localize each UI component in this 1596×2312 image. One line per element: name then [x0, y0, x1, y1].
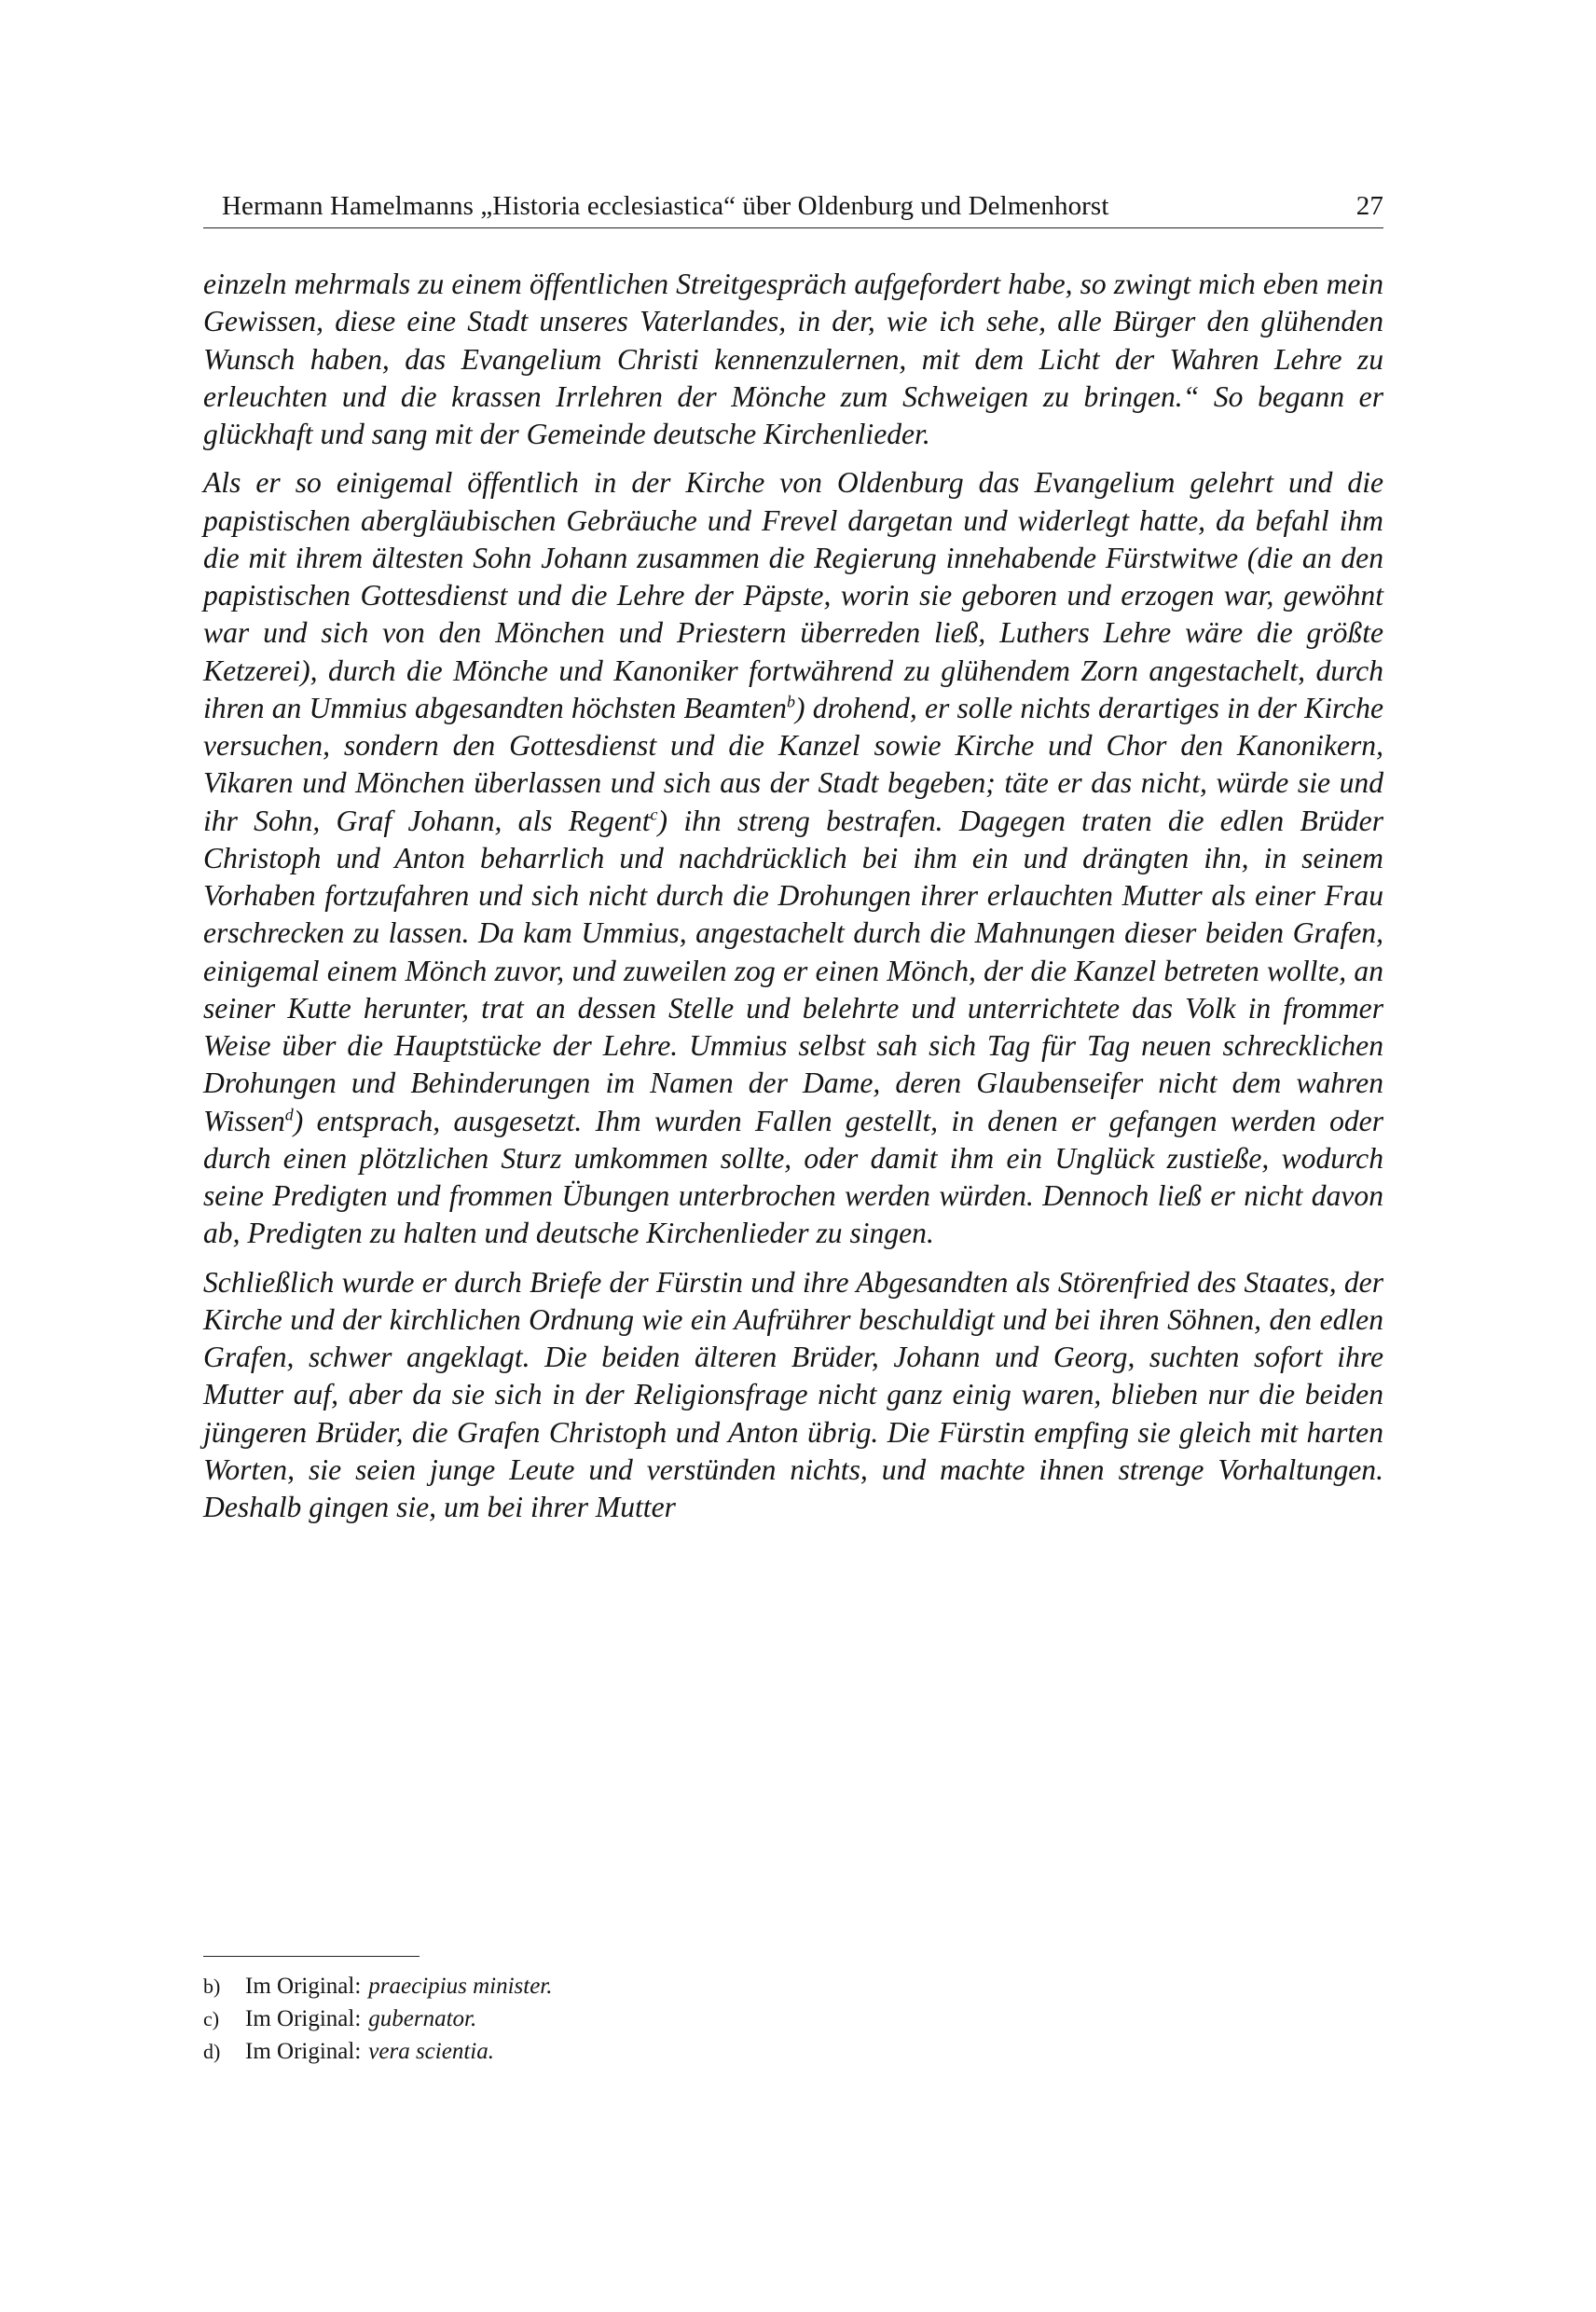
footnote-reference-c[interactable]: c [650, 804, 658, 823]
footnote-mark: c) [203, 2007, 220, 2030]
footnote-c [203, 2002, 1383, 2035]
footnote-b [203, 1970, 1383, 2002]
footnote-text: gubernator. [368, 2006, 477, 2031]
paragraph-1-text: einzeln mehrmals zu einem öffentlichen Streitgespräch aufgefordert habe, so zwingt mich eben mein Gewissen, diese eine Stadt unseres Vaterlandes, in der, wie ich sehe, alle Bürger den glühenden Wunsch haben, das Evangelium Christi kennenzulernen, mit dem Licht der Wahren Lehre zu erleuchten und die krassen Irrlehren der Mönche zum Schweigen zu bringen.“ So begann er glückhaft und sang mit der Gemeinde deutsche Kirchenlieder. [203, 268, 1383, 450]
footnote-text: vera scientia. [368, 2039, 494, 2064]
footnote-d [203, 2035, 1383, 2068]
page-number: 27 [1355, 191, 1383, 221]
footnote-reference-b[interactable]: b [786, 692, 795, 711]
paragraph-2-text-part-4: ) entsprach, ausgesetzt. Ihm wurden Fallen gestellt, in denen er gefangen werden oder durch einen plötzlichen Sturz umkommen sollte, oder damit ihm ein Unglück zustieße, wodurch seine Predigten und frommen Übungen unterbrochen werden würden. Dennoch ließ er nicht davon ab, Predigten zu halten und deutsche Kirchenlieder zu singen. [203, 1104, 1383, 1250]
footnote-divider [203, 1956, 420, 1957]
paragraph-2-text-part-2: ) drohend, er solle nichts derartiges in der Kirche versuchen, sondern den Gottesdienst und die Kanzel sowie Kirche und Chor den Kanonikern, Vikaren und Mönchen überlassen und sich aus der Stadt begeben; täte er das nicht, würde sie und ihr Sohn, Graf Johann, als Regent [203, 691, 1383, 837]
footnote-label: Im Original: [245, 1974, 362, 1999]
footnote-text: praecipius minister. [368, 1974, 553, 1999]
page-header [203, 185, 1383, 228]
paragraph-2-text-part-1: Als er so einigemal öffentlich in der Kirche von Oldenburg das Evangelium gelehrt und die papistischen abergläubischen Gebräuche und Frevel dargetan und widerlegt hatte, da befahl ihm die mit ihrem ältesten Sohn Johann zusammen die Regierung innehabende Fürstwitwe (die an den papistischen Gottesdienst und die Lehre der Päpste, worin sie geboren und erzogen war, gewöhnt war und sich von den Mönchen und Priestern überreden ließ, Luthers Lehre wäre die größte Ketzerei), durch die Mönche und Kanoniker fortwährend zu glühendem Zorn angestachelt, durch ihren an Ummius abgesandten höchsten Beamten [203, 466, 1383, 724]
running-title: Hermann Hamelmanns „Historia ecclesiastica“ über Oldenburg und Delmenhorst [222, 191, 1109, 221]
body-text [203, 266, 1383, 1526]
footnote-label: Im Original: [245, 2006, 362, 2031]
footnote-label: Im Original: [245, 2039, 362, 2064]
paragraph-1 [203, 266, 1383, 453]
footnote-mark: b) [203, 1975, 221, 1998]
footnote-reference-d[interactable]: d [284, 1104, 294, 1123]
footnote-mark: d) [203, 2040, 221, 2063]
paragraph-2 [203, 464, 1383, 1252]
paragraph-3 [203, 1264, 1383, 1527]
paragraph-2-text-part-3: ) ihn streng bestrafen. Dagegen traten die edlen Brüder Christoph und Anton beharrlich und nachdrücklich bei ihm ein und drängten ihn, in seinem Vorhaben fortzufahren und sich nicht durch die Drohungen ihrer erlauchten Mutter als einer Frau erschrecken zu lassen. Da kam Ummius, angestachelt durch die Mahnungen dieser beiden Grafen, einigemal einem Mönch zuvor, und zuweilen zog er einen Mönch, der die Kanzel betreten wollte, an seiner Kutte herunter, trat an dessen Stelle und belehrte und unterrichtete das Volk in frommer Weise über die Hauptstücke der Lehre. Ummius selbst sah sich Tag für Tag neuen schrecklichen Drohungen und Behinderungen im Namen der Dame, deren Glaubenseifer nicht dem wahren Wissen [203, 804, 1383, 1137]
footnotes [203, 1970, 1383, 2068]
paragraph-3-text: Schließlich wurde er durch Briefe der Fürstin und ihre Abgesandten als Störenfried des Staates, der Kirche und der kirchlichen Ordnung wie ein Aufrührer beschuldigt und bei ihren Söhnen, den edlen Grafen, schwer angeklagt. Die beiden älteren Brüder, Johann und Georg, suchten sofort ihre Mutter auf, aber da sie sich in der Religionsfrage nicht ganz einig waren, blieben nur die beiden jüngeren Brüder, die Grafen Christoph und Anton übrig. Die Fürstin empfing sie gleich mit harten Worten, sie seien junge Leute und verstünden nichts, und machte ihnen strenge Vorhaltungen. Deshalb gingen sie, um bei ihrer Mutter [203, 1265, 1383, 1523]
